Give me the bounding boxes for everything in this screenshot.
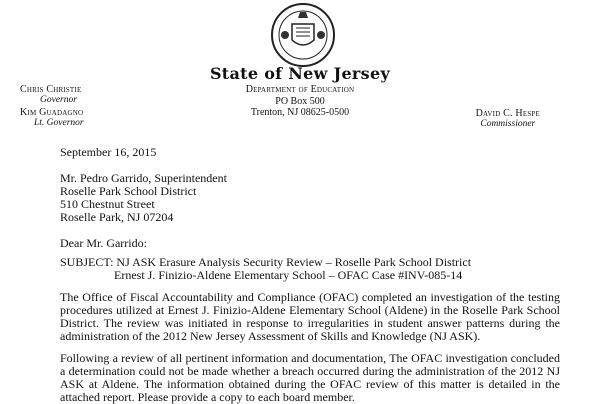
subject-line-1: SUBJECT: NJ ASK Erasure Analysis Security Review – Roselle Park School District xyxy=(60,255,472,269)
address-line: Roselle Park, NJ 07204 xyxy=(60,210,174,224)
governor-title: Governor xyxy=(40,95,77,105)
address-line: Roselle Park School District xyxy=(60,184,197,198)
paragraph-2: Following a review of all pertinent information and documentation, The OFAC investigation concluded a determination could not be made whether a breach occurred during the administration of the 2012 NJ ASK at Aldene. The information obtained during the OFAC review of this matter is detailed in the attached report. Please provide a copy to each board member. xyxy=(60,351,560,404)
po-box: PO Box 500 xyxy=(275,96,325,107)
governor-name: Chris Christie xyxy=(20,84,82,95)
subject-line-2: Ernest J. Finizio-Aldene Elementary School – OFAC Case #INV-085-14 xyxy=(114,268,463,282)
commissioner-name: David C. Hespe xyxy=(475,108,540,119)
paragraph-1: The Office of Fiscal Accountability and Compliance (OFAC) completed an investigation of the testing procedures utilized at Ernest J. Finizio-Aldene Elementary School (Aldene) in the Roselle Park School District. The review was initiated in response to irregularities in student answer patterns during the administration of the 2012 New Jersey Assessment of Skills and Knowledge (NJ ASK). xyxy=(60,290,560,343)
recipient-address xyxy=(60,172,560,224)
subject-block xyxy=(60,256,560,282)
commissioner-title: Commissioner xyxy=(480,119,536,129)
address-line: 510 Chestnut Street xyxy=(60,197,155,211)
city-address: Trenton, NJ 08625-0500 xyxy=(250,107,350,118)
state-seal-icon xyxy=(270,2,336,68)
lt-governor-title: Lt. Governor xyxy=(34,118,84,128)
lt-governor-name: Kim Guadagno xyxy=(20,107,84,118)
department-name: Department of Education xyxy=(245,84,355,95)
address-line: Mr. Pedro Garrido, Superintendent xyxy=(60,171,227,185)
letter-date: September 16, 2015 xyxy=(60,145,157,159)
lt-governor-block xyxy=(20,107,84,128)
letterhead-title: State of New Jersey xyxy=(209,64,391,83)
commissioner-block xyxy=(476,108,540,129)
salutation: Dear Mr. Garrido: xyxy=(60,236,147,250)
governor-block xyxy=(20,84,81,105)
